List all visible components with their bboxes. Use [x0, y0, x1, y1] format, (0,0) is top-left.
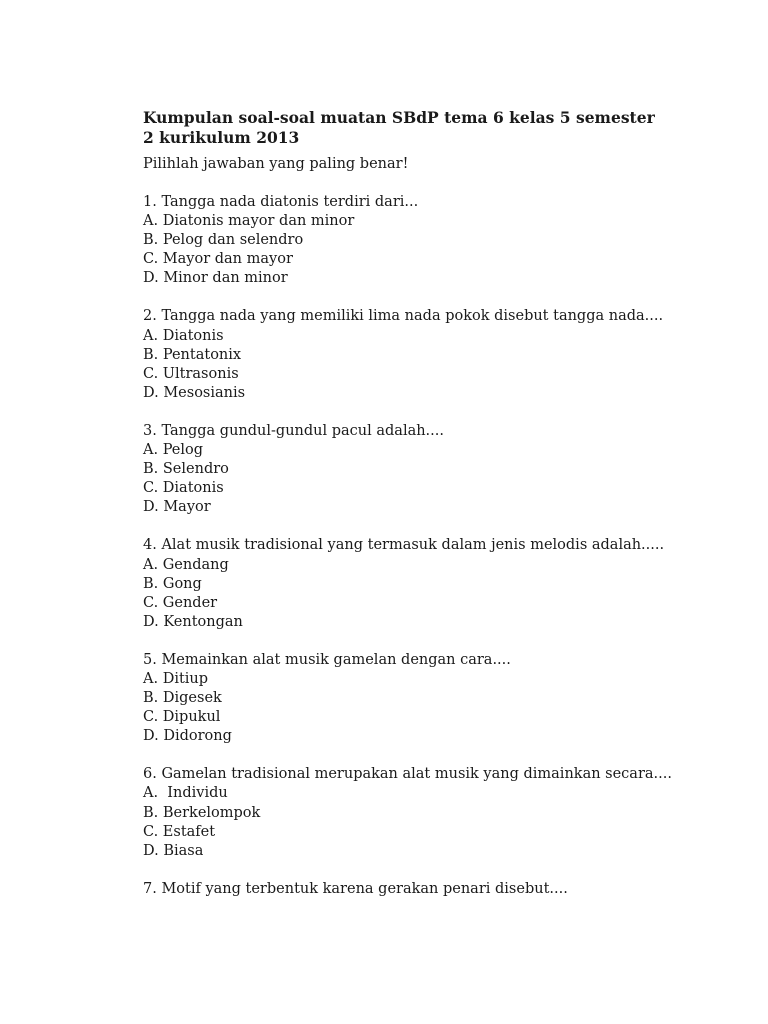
option-c: C. Gender: [143, 594, 218, 611]
option-b: B. Pentatonix: [143, 346, 242, 363]
title-line-2: 2 kurikulum 2013: [143, 128, 300, 147]
option-b: B. Digesek: [143, 690, 222, 707]
question-2: [143, 307, 703, 402]
question-5: [143, 651, 703, 746]
document-title: [143, 108, 703, 148]
option-c: C. Dipukul: [143, 709, 221, 726]
option-a: A. Diatonis mayor dan minor: [143, 213, 355, 230]
document-content: [143, 108, 703, 918]
question-3: [143, 422, 703, 517]
option-d: D. Biasa: [143, 842, 204, 859]
question-text: 1. Tangga nada diatonis terdiri dari...: [143, 194, 419, 210]
question-text: 7. Motif yang terbentuk karena gerakan penari disebut....: [143, 880, 568, 897]
question-text: 6. Gamelan tradisional merupakan alat musik yang dimainkan secara....: [143, 766, 672, 783]
option-d: D. Didorong: [143, 728, 232, 745]
option-b: B. Gong: [143, 575, 202, 592]
option-a: A. Ditiup: [143, 670, 209, 687]
option-c: C. Ultrasonis: [143, 365, 239, 382]
question-4: [143, 536, 703, 631]
question-1: [143, 193, 703, 288]
question-text: 4. Alat musik tradisional yang termasuk dalam jenis melodis adalah.....: [143, 537, 665, 554]
option-d: D. Minor dan minor: [143, 270, 288, 287]
option-a: A. Individu: [143, 785, 228, 802]
question-6: [143, 765, 703, 860]
option-d: D. Mesosianis: [143, 384, 246, 401]
option-b: B. Selendro: [143, 461, 229, 478]
title-line-1: Kumpulan soal-soal muatan SBdP tema 6 kelas 5 semester: [143, 108, 655, 127]
option-c: C. Mayor dan mayor: [143, 251, 293, 268]
question-text: 5. Memainkan alat musik gamelan dengan cara....: [143, 651, 511, 668]
option-c: C. Estafet: [143, 823, 216, 840]
option-d: D. Mayor: [143, 499, 211, 516]
question-text: 2. Tangga nada yang memiliki lima nada pokok disebut tangga nada....: [143, 308, 664, 325]
question-7: [143, 880, 703, 899]
option-b: B. Pelog dan selendro: [143, 232, 304, 249]
instruction-text: Pilihlah jawaban yang paling benar!: [143, 156, 409, 172]
option-a: A. Gendang: [143, 556, 229, 573]
option-b: B. Berkelompok: [143, 804, 261, 821]
option-d: D. Kentongan: [143, 613, 243, 630]
option-a: A. Diatonis: [143, 327, 224, 344]
question-text: 3. Tangga gundul-gundul pacul adalah....: [143, 422, 444, 439]
option-c: C. Diatonis: [143, 480, 224, 497]
option-a: A. Pelog: [143, 442, 204, 459]
